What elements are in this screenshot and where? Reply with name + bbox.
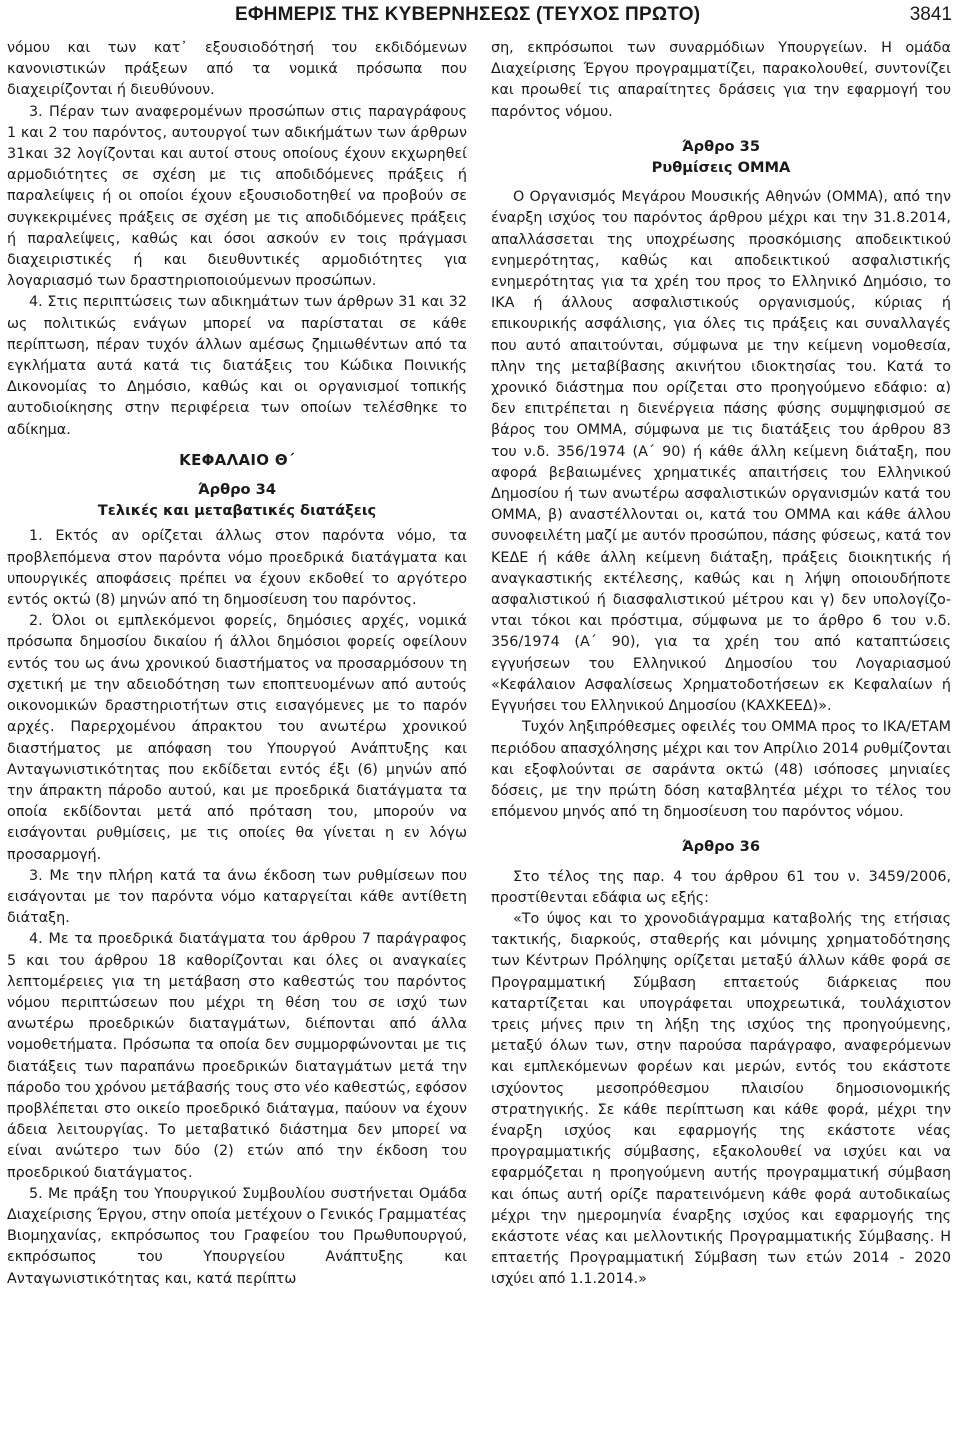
left-paragraph-8: 5. Με πράξη του Υπουργικού Συμβουλίου συστήνεται Ομάδα Διαχείρισης Έργου, στην οποία μετέχουν ο Γενικός Γραμματέας Βιομηχανίας, εκπρόσωπος του Γραφείου του Πρωθυπουργού, εκπρόσωπος του Υπουργείου Ανάπτυξης και Ανταγωνιστικότητας και, κατά περίπτω [7, 1185, 467, 1287]
left-paragraph-5: 2. Όλοι οι εμπλεκόμενοι φορείς, δημόσιες αρχές, νομικά πρόσωπα δημοσίου δικαίου ή άλλοι δημόσιοι φορείς οφείλουν εντός του ως άνω χρονικού διαστήματος να προσαρμόσουν τη σχετική με την αδειοδότηση των εποπτευομένων από αυτούς οικονομικών δραστηριοτήτων στις εισαγόμενες με το παρόν αρχές. Παρερχομένου άπρακτου του ανωτέρω χρονικού διαστήματος με απόφαση του Υπουργού Ανάπτυξης και Ανταγωνιστικότητας που εκδίδεται εντός έξι (6) μηνών από την άπρακτη πάροδο αυτού, και με προεδρικά διατάγματα τα οποία εκδίδονται μετά από πρόταση του, μπορούν να εισάγονται ρυθμίσεις, με τις οποίες θα γίνεται η εν λόγω προσαρμογή. [7, 613, 467, 863]
right-paragraph-4: Στο τέλος της παρ. 4 του άρθρου 61 του ν. 3459/2006, προστίθενται εδάφια ως εξής: [491, 868, 951, 906]
page-number: 3841 [909, 4, 952, 25]
right-column [491, 38, 951, 1291]
left-paragraph-1: νόμου και των κατ᾽ εξουσιοδότησή του εκδιδόμενων κανονιστικών πράξεων από τα νομικά πρόσωπα που διαχειρίζονται ή διευθύνουν. [7, 40, 467, 99]
left-paragraph-4: 1. Εκτός αν ορίζεται άλλως στον παρόντα νόμο, τα προβλεπόμενα στον παρόντα νόμο προεδρικά διατάγματα και υπουργικές αποφάσεις πρέπει να έχουν εκδοθεί το αργότερο εντός οκτώ (8) μηνών από τη δημοσίευση του παρόντος. [7, 528, 467, 609]
left-paragraph-2: 3. Πέραν των αναφερομένων προσώπων στις παραγράφους 1 και 2 του παρόντος, αυτουργοί των αδικήμάτων των άρθρων 31και 32 λογίζονται και αυτοί στους οποίους έχουν εκχωρηθεί αρμοδιότητες σε σχέση με τις αποδιδόμενες πράξεις ή παραλείψεις ή οι οποίοι έχουν εξουσιοδοτηθεί να προβούν σε συγκεκριμένες πράξεις σε σχέση με τις αποδιδόμενες πράξεις ή παραλείψεις, καθώς και όσοι ασκούν εν τοις πράγμασι διαχειριστικές ή και διευθυντικές αρμοδιότητες για λογαριασμό των δραστηριοποιούμενων προσώπων. [7, 103, 467, 290]
article-34-title: Τελικές και μεταβατικές διατάξεις [97, 502, 377, 520]
left-paragraph-6: 3. Με την πλήρη κατά τα άνω έκδοση των ρυθμίσεων που εισάγονται με τον παρόντα νόμο καταργείται κάθε αντίθετη διάταξη. [7, 867, 467, 927]
article-34-heading: Άρθρο 34 [198, 481, 276, 499]
right-paragraph-1: ση, εκπρόσωποι των συναρμόδιων Υπουργείων. Η ομάδα Διαχείρισης Έργου προγραμματίζει, παρακολουθεί, συντονίζει και προωθεί τις απαραίτητες δράσεις για την εφαρμογή του παρόντος νόμου. [491, 40, 951, 120]
article-35-heading: Άρθρο 35 [682, 137, 760, 155]
right-paragraph-5: «Το ύψος και το χρονοδιάγραμμα καταβολής της ετήσιας τακτικής, διαρκούς, σταθερής και μόνιμης χρηματοδότησης των Κέντρων Πρόληψης ορίζεται μεταξύ άλλων κάθε φορά σε Προγραμματική Σύμβαση επταετούς διάρκειας που καταρτίζεται και υπογράφεται υποχρεωτικά, τουλάχιστον τρεις μήνες πριν τη λήξη της ισχύος της προηγούμενης, μεταξύ όλων των, στην παρούσα παράγραφο, αναφερόμενων και εμπλεκόμενων φορέων και μερών, εντός του εκάστοτε ισχύοντος μεσοπρόθεσμου πλαισίου δημοσιονομικής στρατηγικής. Σε κάθε περίπτωση και κάθε φορά, μέχρι την έναρξη ισχύος και εφαρμογής της εκάστοτε νέας προγραμματικής σύμβασης, εξακολουθεί να ισχύει και να εφαρμόζεται η προηγούμενη αυτής προγραμματική σύμβαση και όπως αυτή ορίζε παρατεινόμενη κάθε φορά αυτοδικαίως μέχρι την ημερομηνία έναρξης ισχύος και εφαρμογής της εκάστοτε νέας και μελλοντικής Προγραμματικής Σύμβασης. Η επταετής Προγραμματική Σύμβαση των ετών 2014 - 2020 ισχύει από 1.1.2014.» [491, 910, 951, 1288]
left-paragraph-7: 4. Με τα προεδρικά διατάγματα του άρθρου 7 παράγραφος 5 και του άρθρου 18 καθορίζονται και όλες οι αναγκαίες λεπτομέρειες για τη μετάβαση στο καθεστώς του παρόντος νόμου περιπτώσεων που μέχρι τη θέση του σε ισχύ των ανωτέρω προεδρικών διαταγμάτων, διέπονται από άλλα νομοθετήματα. Πρόσωπα τα οποία δεν συμμορφώνονται με τις διατάξεις των παραπάνω προεδρικών διαταγμάτων μετά την πάροδο του χρόνου μετάβασής τους στο νέο καθεστώς, εφόσον προβλέπεται στο οικείο προεδρικό διάταγμα, παύουν να έχουν άδεια λειτουργίας. Το μεταβατικό διάστημα δεν μπορεί να είναι ανώτερο των δύο (2) ετών από την έκδοση του προεδρικού διατάγματος. [7, 931, 467, 1181]
article-35-title: Ρυθμίσεις ΟΜΜΑ [651, 159, 791, 177]
gazette-title: ΕΦΗΜΕΡΙΣ ΤΗΣ ΚΥΒΕΡΝΗΣΕΩΣ (ΤΕΥΧΟΣ ΠΡΩΤΟ) [235, 4, 701, 25]
right-paragraph-2: Ο Οργανισμός Μεγάρου Μουσικής Αθηνών (ΟΜΜΑ), από την έναρξη ισχύος του παρόντος άρθρου μέχρι και την 31.8.2014, απαλλάσσεται της υποχρέωσης προσκόμισης αποδεικτικού ενημερότητας, καθώς και αποδεικτικού ασφαλιστικής ενημερότητας για τα χρέη του προς το Ελληνικό Δημόσιο, το ΙΚΑ ή άλλους ασφαλιστικούς οργανισμούς, κύριας ή επικουρικής ασφάλισης, για όλες τις πράξεις και συναλλαγές που αυτό απαιτούνται, σύμφωνα με την κείμενη νομοθεσία, πλην της μεταβίβασης ακινήτου ιδιοκτησίας του. Κατά το χρονικό διάστημα που ορίζεται στο προηγούμενο εδάφιο: α) δεν επιτρέπεται η διενέργεια πάσης φύσης συμψηφισμού σε βάρος του ΟΜΜΑ, σύμφωνα με τις διατάξεις του άρθρου 83 του ν.δ. 356/1974 (Α΄ 90) ή κάθε άλλη κείμενη διάταξη, που αφορά βεβαιωμένες χρηματικές απαιτήσεις του Ελληνικού Δημοσίου ή των ανωτέρω ασφαλιστικών οργανισμών κατά του ΟΜΜΑ, β) αναστέλλονται οι, κατά του ΟΜΜΑ και κάθε άλλου συνοφειλέτη μαζί με αυτόν προσώπου, πάσης φύσεως, κατά τον ΚΕΔΕ ή κάθε άλλη κείμενη διάταξη, πράξεις διοικητικής ή αναγκαστικής εκτέλεσης, καθώς και η λήψη οποιουδήποτε ασφαλιστικού ή διασφαλιστικού μέτρου και γ) δεν υπολογίζονται τόκοι και πρόστιμα, σύμφωνα με το άρθρο 6 του ν.δ. 356/1974 (Α΄ 90), για τα χρέη του από καταπτώσεις εγγυήσεων του Ελληνικού Δημοσίου του Λογαριασμού «Κεφάλαιον Ασφαλίσεως Χρηματοδοτήσεων εκ Κεφαλαίων ή Εγγυήσει του Ελληνικού Δημοσίου (ΚΑΧΚΕΕΔ)». [491, 189, 951, 715]
left-column [7, 38, 467, 1290]
article-36-heading: Άρθρο 36 [682, 838, 760, 856]
right-paragraph-3: Τυχόν ληξιπρόθεσμες οφειλές του ΟΜΜΑ προς το ΙΚΑ/ΕΤΑΜ περιόδου απασχόλησης μέχρι και τον Απρίλιο 2014 ρυθμίζονται και εξοφλούνται σε σαράντα οκτώ (48) ισόποσες μηνιαίες δόσεις, με την πρώτη δόση καταβλητέα μέχρι το τέλος του επόμενου μηνός από τη δημοσίευση του παρόντος νόμου. [491, 719, 951, 821]
left-paragraph-3: 4. Στις περιπτώσεις των αδικημάτων των άρθρων 31 και 32 ως πολιτικώς ενάγων μπορεί να παρίσταται σε κάθε περίπτωση, πέραν τυχόν άλλων αμέσως ζημιωθέντων από τα εγκλήματα αυτά κατά τις διατάξεις του Κώδικα Ποινικής Δικονομίας το Δημόσιο, καθώς και οι οργανισμοί τοπικής αυτοδιοίκησης στην περιφέρεια των οποίων τελέσθηκε το αδίκημα. [7, 294, 467, 438]
page-header [0, 0, 960, 30]
chapter-heading: ΚΕΦΑΛΑΙΟ Θ΄ [179, 450, 295, 469]
